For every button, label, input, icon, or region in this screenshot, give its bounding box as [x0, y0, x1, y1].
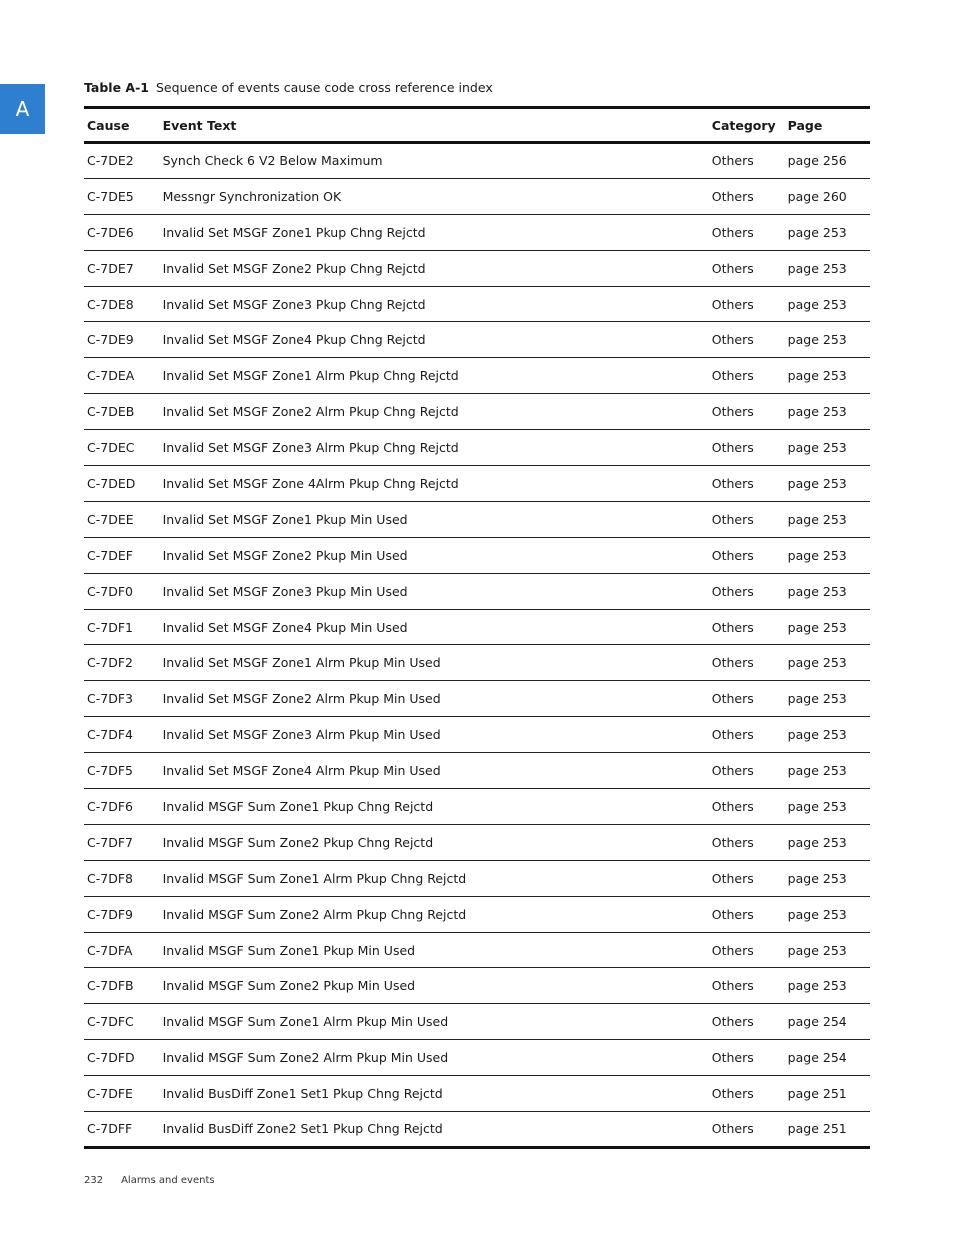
table-row: [84, 430, 870, 466]
cell-category: Others: [709, 394, 785, 430]
cell-page: page 253: [785, 286, 870, 322]
table-row: [84, 968, 870, 1004]
table-row: [84, 537, 870, 573]
header-category: Category: [709, 108, 785, 143]
cell-page: page 253: [785, 214, 870, 250]
cell-category: Others: [709, 609, 785, 645]
table-row: [84, 286, 870, 322]
cell-cause: C-7DE6: [84, 214, 160, 250]
cell-page: page 253: [785, 824, 870, 860]
cell-event-text: Invalid MSGF Sum Zone2 Alrm Pkup Chng Rejctd: [160, 896, 709, 932]
cell-cause: C-7DF6: [84, 789, 160, 825]
cell-cause: C-7DFA: [84, 932, 160, 968]
cell-category: Others: [709, 968, 785, 1004]
cell-category: Others: [709, 501, 785, 537]
table-row: [84, 609, 870, 645]
cell-event-text: Invalid MSGF Sum Zone1 Alrm Pkup Chng Rejctd: [160, 860, 709, 896]
cell-event-text: Invalid Set MSGF Zone4 Pkup Chng Rejctd: [160, 322, 709, 358]
cell-event-text: Invalid Set MSGF Zone2 Alrm Pkup Min Used: [160, 681, 709, 717]
cell-page: page 253: [785, 968, 870, 1004]
cell-category: Others: [709, 430, 785, 466]
cell-category: Others: [709, 1112, 785, 1148]
cell-cause: C-7DFC: [84, 1004, 160, 1040]
header-page: Page: [785, 108, 870, 143]
cell-event-text: Invalid Set MSGF Zone1 Pkup Chng Rejctd: [160, 214, 709, 250]
cell-page: page 253: [785, 896, 870, 932]
cell-cause: C-7DEF: [84, 537, 160, 573]
cell-page: page 253: [785, 789, 870, 825]
table-row: [84, 143, 870, 179]
cell-page: page 253: [785, 430, 870, 466]
cell-event-text: Invalid Set MSGF Zone4 Pkup Min Used: [160, 609, 709, 645]
cell-page: page 254: [785, 1004, 870, 1040]
cell-cause: C-7DE5: [84, 178, 160, 214]
cell-event-text: Invalid MSGF Sum Zone1 Pkup Chng Rejctd: [160, 789, 709, 825]
table-row: [84, 753, 870, 789]
table-row: [84, 932, 870, 968]
header-cause: Cause: [84, 108, 160, 143]
table-header-row: [84, 108, 870, 143]
cell-cause: C-7DE9: [84, 322, 160, 358]
section-tab-marker: [0, 84, 45, 134]
table-row: [84, 1112, 870, 1148]
table-row: [84, 1004, 870, 1040]
cell-event-text: Messngr Synchronization OK: [160, 178, 709, 214]
cell-category: Others: [709, 753, 785, 789]
footer-section-title: Alarms and events: [121, 1175, 215, 1186]
cell-event-text: Invalid Set MSGF Zone2 Alrm Pkup Chng Rejctd: [160, 394, 709, 430]
table-row: [84, 717, 870, 753]
cell-category: Others: [709, 178, 785, 214]
cell-page: page 253: [785, 860, 870, 896]
cell-event-text: Invalid Set MSGF Zone4 Alrm Pkup Min Used: [160, 753, 709, 789]
cell-event-text: Invalid MSGF Sum Zone2 Pkup Min Used: [160, 968, 709, 1004]
cell-category: Others: [709, 896, 785, 932]
cell-category: Others: [709, 286, 785, 322]
cell-category: Others: [709, 250, 785, 286]
cell-event-text: Invalid Set MSGF Zone1 Pkup Min Used: [160, 501, 709, 537]
cell-page: page 260: [785, 178, 870, 214]
cell-category: Others: [709, 932, 785, 968]
footer-page-number: 232: [84, 1175, 104, 1186]
cell-page: page 253: [785, 322, 870, 358]
cell-category: Others: [709, 860, 785, 896]
cell-event-text: Invalid Set MSGF Zone1 Alrm Pkup Min Used: [160, 645, 709, 681]
cell-category: Others: [709, 1004, 785, 1040]
cell-page: page 253: [785, 501, 870, 537]
page-footer: [84, 1175, 215, 1186]
cause-code-table: [84, 106, 870, 1149]
cell-cause: C-7DEB: [84, 394, 160, 430]
cell-cause: C-7DF9: [84, 896, 160, 932]
cell-category: Others: [709, 214, 785, 250]
table-row: [84, 681, 870, 717]
table-caption: [84, 80, 493, 95]
cell-page: page 253: [785, 645, 870, 681]
cell-page: page 253: [785, 394, 870, 430]
table-row: [84, 394, 870, 430]
cell-cause: C-7DF4: [84, 717, 160, 753]
cell-category: Others: [709, 466, 785, 502]
table-row: [84, 896, 870, 932]
cell-category: Others: [709, 681, 785, 717]
cell-event-text: Invalid BusDiff Zone2 Set1 Pkup Chng Rejctd: [160, 1112, 709, 1148]
table-row: [84, 645, 870, 681]
cell-page: page 253: [785, 466, 870, 502]
cell-cause: C-7DE7: [84, 250, 160, 286]
table-row: [84, 1076, 870, 1112]
cell-cause: C-7DE2: [84, 143, 160, 179]
cell-category: Others: [709, 358, 785, 394]
cell-category: Others: [709, 824, 785, 860]
cell-cause: C-7DF0: [84, 573, 160, 609]
cell-event-text: Invalid Set MSGF Zone3 Alrm Pkup Min Used: [160, 717, 709, 753]
cell-page: page 253: [785, 573, 870, 609]
table-row: [84, 214, 870, 250]
cell-category: Others: [709, 322, 785, 358]
cell-cause: C-7DF2: [84, 645, 160, 681]
cell-cause: C-7DF1: [84, 609, 160, 645]
cell-cause: C-7DFD: [84, 1040, 160, 1076]
cell-page: page 253: [785, 537, 870, 573]
cell-event-text: Synch Check 6 V2 Below Maximum: [160, 143, 709, 179]
table-row: [84, 358, 870, 394]
cell-cause: C-7DF5: [84, 753, 160, 789]
cell-category: Others: [709, 645, 785, 681]
table-row: [84, 178, 870, 214]
cell-event-text: Invalid MSGF Sum Zone1 Alrm Pkup Min Used: [160, 1004, 709, 1040]
table-row: [84, 860, 870, 896]
cell-cause: C-7DE8: [84, 286, 160, 322]
cell-page: page 253: [785, 358, 870, 394]
cell-category: Others: [709, 573, 785, 609]
cell-page: page 253: [785, 681, 870, 717]
cell-page: page 256: [785, 143, 870, 179]
cell-page: page 251: [785, 1112, 870, 1148]
table-row: [84, 322, 870, 358]
cell-category: Others: [709, 789, 785, 825]
table-row: [84, 250, 870, 286]
cell-cause: C-7DFF: [84, 1112, 160, 1148]
cell-page: page 253: [785, 932, 870, 968]
header-event-text: Event Text: [160, 108, 709, 143]
cell-event-text: Invalid Set MSGF Zone2 Pkup Min Used: [160, 537, 709, 573]
cell-page: page 251: [785, 1076, 870, 1112]
cell-event-text: Invalid BusDiff Zone1 Set1 Pkup Chng Rejctd: [160, 1076, 709, 1112]
section-tab-letter: A: [15, 97, 30, 121]
cell-cause: C-7DFE: [84, 1076, 160, 1112]
table-caption-label: Table A-1: [84, 80, 149, 95]
cell-cause: C-7DF8: [84, 860, 160, 896]
table-row: [84, 789, 870, 825]
cell-category: Others: [709, 717, 785, 753]
cell-cause: C-7DF7: [84, 824, 160, 860]
cell-category: Others: [709, 1040, 785, 1076]
table-caption-title: Sequence of events cause code cross reference index: [155, 80, 493, 95]
cell-page: page 253: [785, 250, 870, 286]
table-row: [84, 573, 870, 609]
cell-event-text: Invalid Set MSGF Zone3 Pkup Min Used: [160, 573, 709, 609]
cell-cause: C-7DED: [84, 466, 160, 502]
cell-event-text: Invalid Set MSGF Zone3 Pkup Chng Rejctd: [160, 286, 709, 322]
cell-event-text: Invalid MSGF Sum Zone1 Pkup Min Used: [160, 932, 709, 968]
cell-event-text: Invalid Set MSGF Zone1 Alrm Pkup Chng Rejctd: [160, 358, 709, 394]
cell-category: Others: [709, 1076, 785, 1112]
cell-event-text: Invalid MSGF Sum Zone2 Alrm Pkup Min Used: [160, 1040, 709, 1076]
table-row: [84, 824, 870, 860]
cell-page: page 254: [785, 1040, 870, 1076]
table-body: [84, 143, 870, 1148]
cell-event-text: Invalid Set MSGF Zone2 Pkup Chng Rejctd: [160, 250, 709, 286]
table-row: [84, 501, 870, 537]
table-row: [84, 1040, 870, 1076]
cell-cause: C-7DEC: [84, 430, 160, 466]
cell-event-text: Invalid Set MSGF Zone3 Alrm Pkup Chng Rejctd: [160, 430, 709, 466]
cell-cause: C-7DEE: [84, 501, 160, 537]
cell-cause: C-7DEA: [84, 358, 160, 394]
cell-category: Others: [709, 537, 785, 573]
cell-cause: C-7DF3: [84, 681, 160, 717]
cell-page: page 253: [785, 717, 870, 753]
cell-event-text: Invalid MSGF Sum Zone2 Pkup Chng Rejctd: [160, 824, 709, 860]
cell-page: page 253: [785, 609, 870, 645]
cell-event-text: Invalid Set MSGF Zone 4Alrm Pkup Chng Rejctd: [160, 466, 709, 502]
table-row: [84, 466, 870, 502]
cell-cause: C-7DFB: [84, 968, 160, 1004]
cell-category: Others: [709, 143, 785, 179]
cell-page: page 253: [785, 753, 870, 789]
